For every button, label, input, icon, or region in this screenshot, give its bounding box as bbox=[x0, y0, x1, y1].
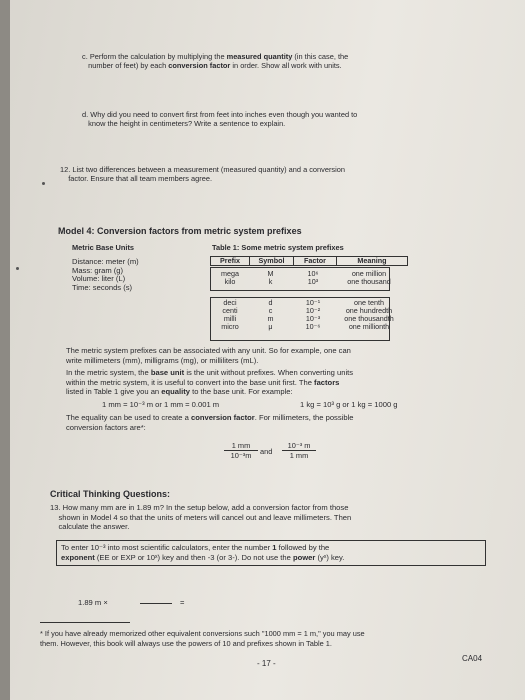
table-row: kilo k 10³ one thousand bbox=[224, 277, 391, 286]
footnote-rule bbox=[40, 622, 130, 623]
paragraph-prefixes: The metric system prefixes can be associated with any unit. So for example, one can write millimeters (mm), milligrams (mg), or milliliters (mL). bbox=[66, 346, 351, 365]
equality-example-kg: 1 kg = 10³ g or 1 kg = 1000 g bbox=[300, 400, 398, 409]
critical-thinking-heading: Critical Thinking Questions: bbox=[50, 489, 171, 499]
setup-equals: = bbox=[180, 598, 185, 607]
calculator-tip-box: To enter 10⁻³ into most scientific calculators, enter the number 1 followed by the exponent (EE or EXP or 10ˣ) key and then -3 (or 3-). Do not use the power (yˣ) key. bbox=[56, 540, 486, 566]
table-header: Factor bbox=[294, 257, 337, 266]
table-row: micro μ 10⁻⁶ one millionth bbox=[221, 322, 390, 331]
table-row: centi c 10⁻² one hundredth bbox=[222, 306, 393, 315]
margin-mark bbox=[42, 182, 45, 185]
table-row: mega M 10⁶ one million bbox=[221, 269, 387, 278]
paragraph-base-unit: In the metric system, the base unit is the unit without prefixes. When converting units within the metric system, it is useful to convert into the base unit first. The factors listed in Table 1 give you an equality to the base unit. For example: bbox=[66, 368, 354, 396]
page-number: - 17 - bbox=[257, 659, 276, 668]
page-code: CA04 bbox=[462, 654, 483, 663]
factor-2: 10⁻³ m 1 mm bbox=[282, 441, 316, 460]
table-title: Table 1: Some metric system prefixes bbox=[212, 243, 344, 252]
table-rows-large bbox=[211, 270, 404, 286]
question-13: 13. How many mm are in 1.89 m? In the setup below, add a conversion factor from those shown in Model 4 so that the units of meters will cancel out and leave millimeters. Then calculate the answer. bbox=[50, 503, 352, 531]
equality-example-mm: 1 mm = 10⁻³ m or 1 mm = 0.001 m bbox=[102, 400, 220, 409]
factor-1: 1 mm 10⁻³m bbox=[224, 441, 258, 460]
setup-value: 1.89 m × bbox=[78, 598, 108, 607]
blank-line[interactable] bbox=[140, 603, 172, 604]
table-row: deci d 10⁻¹ one tenth bbox=[223, 298, 384, 307]
base-units-heading: Metric Base Units bbox=[72, 243, 135, 252]
page-edge bbox=[0, 0, 10, 700]
model-heading: Model 4: Conversion factors from metric system prefixes bbox=[58, 226, 302, 236]
question-d: d. Why did you need to convert first from feet into inches even though you wanted to know the height in centimeters? Write a sentence to explain. bbox=[82, 110, 358, 128]
table-header: Prefix bbox=[211, 257, 250, 266]
factor-and: and bbox=[260, 447, 273, 456]
table-header: Meaning bbox=[337, 257, 408, 266]
footnote: * If you have already memorized other equivalent conversions such "1000 mm = 1 m," you may use them. However, this book will always use the powers of 10 and prefixes shown in Table 1. bbox=[40, 629, 365, 648]
table-rows-small bbox=[211, 299, 404, 331]
margin-mark bbox=[16, 267, 19, 270]
base-units-list: Distance: meter (m) Mass: gram (g) Volume: liter (L) Time: seconds (s) bbox=[72, 257, 139, 292]
question-c: c. Perform the calculation by multiplying the measured quantity (in this case, the number of feet) by each conversion factor in order. Show all work with units. bbox=[82, 52, 349, 70]
table-header: Symbol bbox=[250, 257, 294, 266]
table-row: milli m 10⁻³ one thousandth bbox=[223, 314, 394, 323]
prefix-table bbox=[210, 256, 408, 266]
question-12: 12. List two differences between a measurement (measured quantity) and a conversion factor. Ensure that all team members agree. bbox=[60, 165, 345, 183]
paragraph-equality: The equality can be used to create a conversion factor. For millimeters, the possible conversion factors are*: bbox=[66, 413, 354, 432]
